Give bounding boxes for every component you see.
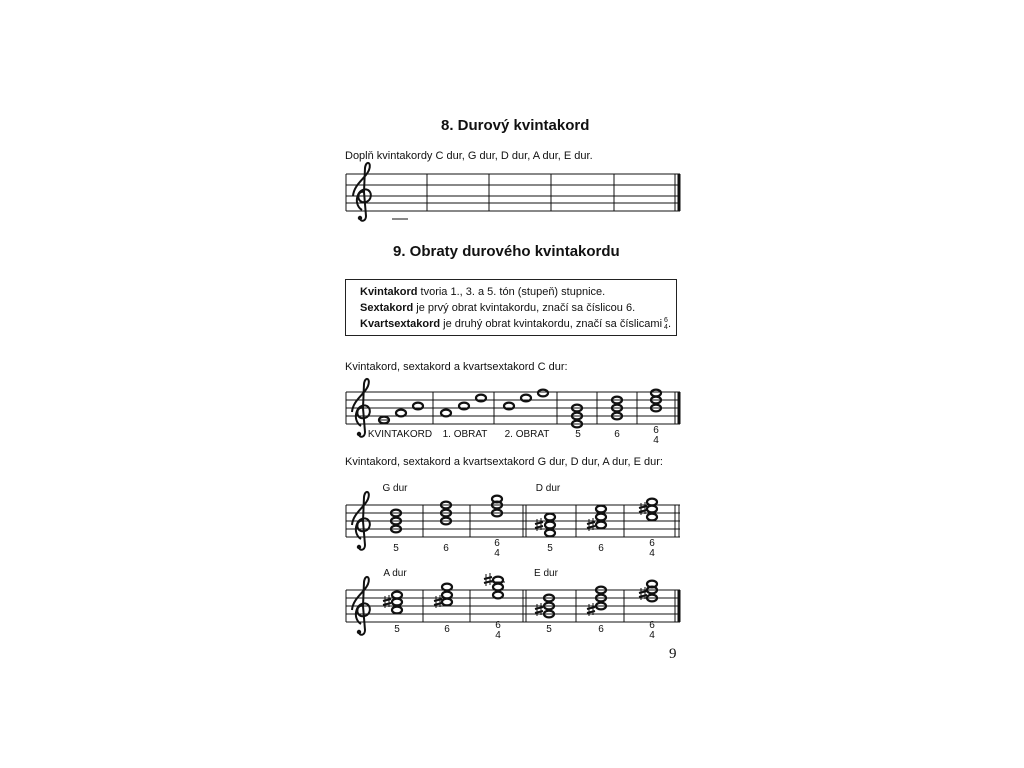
label-64-top: 6 [649, 538, 655, 549]
label-kvintakord: KVINTAKORD [367, 429, 433, 440]
label-6: 6 [443, 543, 449, 554]
label-64-top: 6 [649, 620, 655, 631]
fraction-bottom: 4 [664, 324, 668, 331]
label-64-bottom: 4 [653, 435, 659, 446]
instruction-text: Doplň kvintakordy C dur, G dur, D dur, A dur, E dur. [345, 150, 593, 162]
page-number: 9 [669, 646, 677, 662]
term-sextakord: Sextakord [360, 302, 414, 314]
label-5: 5 [394, 624, 400, 635]
heading-durovy-kvintakord: 8. Durový kvintakord [441, 117, 590, 134]
label-6: 6 [598, 624, 604, 635]
fraction-top: 6 [664, 317, 668, 324]
definition-end: . [667, 317, 671, 330]
label-5: 5 [547, 543, 553, 554]
label-64-top: 6 [494, 538, 500, 549]
term-kvartsextakord: Kvartsextakord [360, 317, 441, 330]
label-64-top: 6 [653, 425, 659, 436]
definition-text-1: tvoria 1., 3. a 5. tón (stupeň) stupnice. [417, 286, 606, 298]
label-2-obrat: 2. OBRAT [504, 429, 550, 440]
label-6: 6 [444, 624, 450, 635]
caption-gdae-dur: Kvintakord, sextakord a kvartsextakord G dur, D dur, A dur, E dur: [345, 456, 663, 468]
label-64-top: 6 [495, 620, 501, 631]
label-64-bottom: 4 [649, 548, 655, 559]
label-6: 6 [614, 429, 620, 440]
caption-c-dur: Kvintakord, sextakord a kvartsextakord C dur: [345, 361, 568, 373]
staff-exercise [346, 174, 680, 219]
key-e-dur: E dur [534, 568, 558, 579]
label-64-bottom: 4 [649, 630, 655, 641]
definition-text-3: je druhý obrat kvintakordu, značí sa číslicami [440, 317, 663, 330]
treble-clef-icon [353, 163, 371, 221]
definition-text-2: je prvý obrat kvintakordu, značí sa číslicou 6. [413, 302, 636, 314]
key-d-dur: D dur [535, 483, 561, 494]
key-g-dur: G dur [382, 483, 408, 494]
label-64-bottom: 4 [494, 548, 500, 559]
label-5: 5 [546, 624, 552, 635]
label-5: 5 [393, 543, 399, 554]
label-6: 6 [598, 543, 604, 554]
label-64-bottom: 4 [495, 630, 501, 641]
term-kvintakord: Kvintakord [360, 286, 418, 298]
label-5: 5 [575, 429, 581, 440]
key-a-dur: A dur [383, 568, 407, 579]
heading-obraty: 9. Obraty durového kvintakordu [393, 243, 620, 260]
label-1-obrat: 1. OBRAT [442, 429, 488, 440]
